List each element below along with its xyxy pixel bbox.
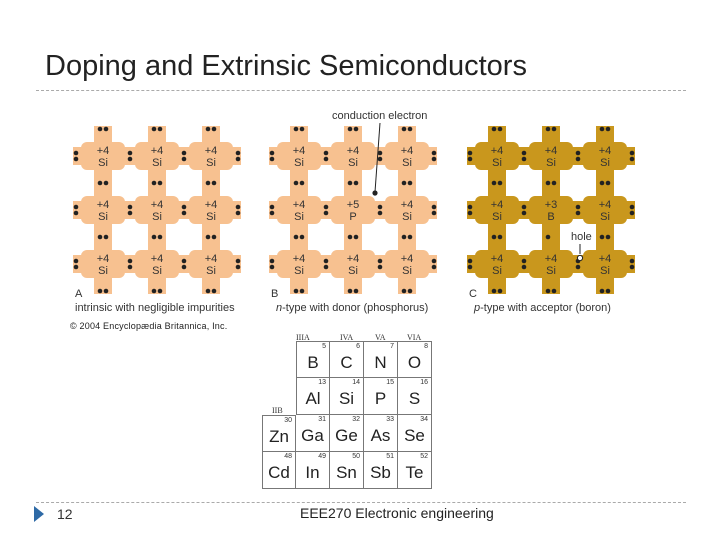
atom-symbol: Si [402,265,412,277]
electron-dot [128,205,133,210]
electron-dot [206,289,211,294]
atomic-number: 50 [352,453,360,460]
electron-dot [212,127,217,132]
electron-dot [158,181,163,186]
electron-dot [606,127,611,132]
caption-text: intrinsic with negligible impurities [75,302,235,314]
electron-dot [74,265,79,270]
electron-dot [236,157,241,162]
atomic-number: 33 [386,416,394,423]
atom-charge: +4 [150,199,164,211]
electron-dot [74,151,79,156]
electron-dot [98,181,103,186]
atom-symbol: Si [152,157,162,169]
electron-dot [522,265,527,270]
electron-dot [74,157,79,162]
atom-charge: +4 [400,199,414,211]
electron-dot [546,235,551,240]
electron-dot [182,211,187,216]
atom-symbol: Si [98,157,108,169]
electron-dot [348,127,353,132]
electron-dot [600,289,605,294]
atom-symbol: B [547,211,555,223]
atom-symbol: Si [546,157,556,169]
atom-charge: +4 [544,253,558,265]
electron-dot [378,211,383,216]
group-label-iva: IVA [340,333,354,342]
conduction-electron-label: conduction electron [332,110,428,122]
atom-charge: +4 [598,145,612,157]
atomic-number: 13 [318,379,326,386]
electron-dot [402,289,407,294]
atom-charge: +4 [292,253,306,265]
electron-dot [206,235,211,240]
electron-dot [498,289,503,294]
periodic-table-excerpt [260,333,436,489]
lattice-panel-c [467,126,635,314]
element-symbol: Sb [370,463,391,482]
electron-dot [576,157,581,162]
electron-dot [158,235,163,240]
atom-charge: +4 [598,253,612,265]
footer-text: EEE270 Electronic engineering [300,505,494,521]
atom-charge: +4 [292,199,306,211]
atom-charge: +4 [150,145,164,157]
electron-dot [402,181,407,186]
electron-dot [498,127,503,132]
panel-letter: B [271,288,279,300]
electron-dot [606,181,611,186]
element-cell-te [398,452,432,489]
conduction-electron-dot [372,190,377,195]
lattice-panel-b [269,126,437,314]
electron-dot [402,235,407,240]
electron-dot [468,265,473,270]
electron-dot [552,127,557,132]
element-symbol: Al [305,389,321,408]
electron-dot [606,289,611,294]
element-symbol: Si [338,389,355,408]
atom-symbol: Si [294,211,304,223]
atom-charge: +4 [204,199,218,211]
electron-dot [378,157,383,162]
atom-symbol: Si [492,265,502,277]
electron-dot [432,157,437,162]
electron-dot [498,235,503,240]
electron-dot [270,151,275,156]
electron-dot [522,157,527,162]
element-cell-al [296,378,330,415]
electron-dot [522,259,527,264]
electron-dot [432,259,437,264]
electron-dot [354,181,359,186]
atom-symbol: Si [546,265,556,277]
electron-dot [600,181,605,186]
electron-dot [402,127,407,132]
element-symbol: Ge [335,426,358,445]
electron-dot [468,211,473,216]
atom-charge: +3 [544,199,558,211]
atomic-number: 5 [322,343,326,350]
electron-dot [576,265,581,270]
electron-dot [294,235,299,240]
caption-text: -type with donor (phosphorus) [282,302,429,314]
electron-dot [294,127,299,132]
electron-dot [324,205,329,210]
atom-charge: +4 [598,199,612,211]
electron-dot [600,235,605,240]
electron-dot [630,265,635,270]
atom-symbol: Si [206,157,216,169]
element-cell-b [296,341,330,378]
lattice-panel-a [73,126,241,314]
caption-type-letter: p [474,302,481,314]
atom-symbol: Si [492,211,502,223]
electron-dot [408,235,413,240]
atomic-number: 34 [420,416,428,423]
atomic-number: 15 [386,379,394,386]
atom-charge: +4 [346,253,360,265]
atom-charge: +4 [490,199,504,211]
electron-dot [606,235,611,240]
element-symbol: S [408,389,421,408]
group-label-iiia: IIIA [296,333,310,342]
electron-dot [300,127,305,132]
element-cell-n [364,341,398,378]
atom-symbol: Si [152,265,162,277]
electron-dot [348,181,353,186]
element-symbol: N [374,353,387,372]
electron-dot [348,235,353,240]
atom-charge: +4 [490,145,504,157]
atom-symbol: Si [206,211,216,223]
electron-dot [522,151,527,156]
electron-dot [630,211,635,216]
electron-dot [74,259,79,264]
atom-symbol: Si [600,265,610,277]
electron-dot [576,211,581,216]
electron-dot [152,289,157,294]
electron-dot [468,151,473,156]
footer-divider [36,502,686,503]
atom-symbol: Si [402,157,412,169]
electron-dot [212,181,217,186]
electron-dot [270,259,275,264]
atom-symbol: Si [600,157,610,169]
electron-dot [236,265,241,270]
atom-symbol: Si [600,211,610,223]
atomic-number: 14 [352,379,360,386]
caption-text: -type with acceptor (boron) [480,302,611,314]
element-symbol: Se [404,426,425,445]
electron-dot [432,151,437,156]
electron-dot [128,157,133,162]
atom-charge: +5 [346,199,360,211]
element-symbol: Cd [268,463,290,482]
element-symbol: P [374,389,387,408]
slide-number: 12 [57,506,73,522]
atom-symbol: Si [294,157,304,169]
electron-dot [354,127,359,132]
atomic-number: 52 [420,453,428,460]
electron-dot [236,205,241,210]
element-cell-se [398,415,432,452]
element-symbol: B [307,353,319,372]
electron-dot [270,211,275,216]
electron-dot [152,127,157,132]
electron-dot [630,205,635,210]
element-cell-sb [364,452,398,489]
electron-dot [206,127,211,132]
element-symbol: Ga [301,426,324,445]
electron-dot [546,127,551,132]
electron-dot [324,157,329,162]
electron-dot [300,235,305,240]
atomic-number: 6 [356,343,360,350]
electron-dot [74,211,79,216]
electron-dot [324,151,329,156]
electron-dot [182,157,187,162]
electron-dot [546,181,551,186]
electron-dot [152,181,157,186]
electron-dot [98,235,103,240]
electron-dot [378,205,383,210]
hole-circle [577,255,582,260]
caption-type-letter: n [276,302,283,314]
electron-dot [158,127,163,132]
atom-charge: +4 [150,253,164,265]
electron-dot [158,289,163,294]
electron-dot [98,127,103,132]
electron-dot [324,211,329,216]
electron-dot [468,259,473,264]
atom-charge: +4 [96,199,110,211]
electron-dot [498,181,503,186]
group-label-va: VA [375,333,386,342]
electron-dot [492,181,497,186]
group-label-via: VIA [407,333,422,342]
element-cell-in [296,452,330,489]
electron-dot [630,151,635,156]
panel-letter: C [469,288,477,300]
electron-dot [324,259,329,264]
atom-symbol: Si [402,211,412,223]
electron-dot [546,289,551,294]
atom-symbol: Si [206,265,216,277]
electron-dot [104,127,109,132]
element-cell-sn [330,452,364,489]
electron-dot [354,235,359,240]
atomic-number: 51 [386,453,394,460]
electron-dot [236,151,241,156]
atomic-number: 49 [318,453,326,460]
element-cell-s [398,378,432,415]
element-cell-zn [262,415,296,452]
copyright-notice: © 2004 Encyclopædia Britannica, Inc. [70,321,228,331]
electron-dot [468,205,473,210]
electron-dot [522,205,527,210]
electron-dot [300,181,305,186]
atom-charge: +4 [544,145,558,157]
bullet-arrow-icon [34,506,44,522]
electron-dot [492,235,497,240]
electron-dot [182,205,187,210]
electron-dot [468,157,473,162]
element-symbol: C [340,353,353,372]
atom-charge: +4 [400,253,414,265]
atom-charge: +4 [204,253,218,265]
atom-charge: +4 [346,145,360,157]
atom-charge: +4 [204,145,218,157]
atomic-number: 16 [420,379,428,386]
electron-dot [408,181,413,186]
electron-dot [552,289,557,294]
electron-dot [630,259,635,264]
electron-dot [182,259,187,264]
electron-dot [324,265,329,270]
electron-dot [104,235,109,240]
atomic-number: 30 [284,417,292,424]
electron-dot [432,265,437,270]
electron-dot [104,289,109,294]
atom-symbol: Si [98,211,108,223]
atom-charge: +4 [96,253,110,265]
electron-dot [492,127,497,132]
electron-dot [492,289,497,294]
electron-dot [408,289,413,294]
electron-dot [206,181,211,186]
atomic-number: 48 [284,453,292,460]
atom-symbol: Si [492,157,502,169]
atom-symbol: P [349,211,357,223]
slide-title: Doping and Extrinsic Semiconductors [45,50,527,82]
panel-caption [473,302,611,314]
element-symbol: Te [405,463,424,482]
electron-dot [432,211,437,216]
electron-dot [182,151,187,156]
electron-dot [630,157,635,162]
electron-dot [270,205,275,210]
element-cell-as [364,415,398,452]
electron-dot [212,289,217,294]
electron-dot [128,151,133,156]
atomic-number: 31 [318,416,326,423]
hole-label: hole [571,231,592,243]
element-cell-ga [296,415,330,452]
panel-letter: A [75,288,83,300]
electron-dot [300,289,305,294]
electron-dot [98,289,103,294]
electron-dot [600,127,605,132]
electron-dot [378,265,383,270]
electron-dot [74,205,79,210]
electron-dot [104,181,109,186]
electron-dot [128,211,133,216]
element-symbol: In [305,463,320,482]
atom-charge: +4 [490,253,504,265]
electron-dot [432,205,437,210]
element-symbol: Zn [269,427,289,446]
electron-dot [576,151,581,156]
element-cell-si [330,378,364,415]
element-symbol: O [407,353,422,372]
electron-dot [522,211,527,216]
panel-caption [276,302,428,314]
electron-dot [212,235,217,240]
group-label-iib: IIB [272,406,283,415]
atom-symbol: Si [98,265,108,277]
element-cell-o [398,341,432,378]
element-cell-cd [262,452,296,489]
element-cell-p [364,378,398,415]
element-symbol: As [370,426,391,445]
atom-symbol: Si [294,265,304,277]
electron-dot [294,289,299,294]
atom-charge: +4 [292,145,306,157]
electron-dot [182,265,187,270]
electron-dot [348,289,353,294]
atom-charge: +4 [400,145,414,157]
electron-dot [236,211,241,216]
electron-dot [270,265,275,270]
electron-dot [152,235,157,240]
electron-dot [128,265,133,270]
electron-dot [354,289,359,294]
atomic-number: 7 [390,343,394,350]
element-cell-c [330,341,364,378]
atom-symbol: Si [348,265,358,277]
electron-dot [576,205,581,210]
electron-dot [408,127,413,132]
electron-dot [270,157,275,162]
atomic-number: 8 [424,343,428,350]
element-symbol: Sn [336,463,357,482]
atom-symbol: Si [348,157,358,169]
atom-charge: +4 [96,145,110,157]
electron-dot [128,259,133,264]
atom-symbol: Si [152,211,162,223]
electron-dot [378,259,383,264]
panel-caption [75,302,235,314]
electron-dot [294,181,299,186]
atomic-number: 32 [352,416,360,423]
element-cell-ge [330,415,364,452]
electron-dot [236,259,241,264]
electron-dot [552,181,557,186]
